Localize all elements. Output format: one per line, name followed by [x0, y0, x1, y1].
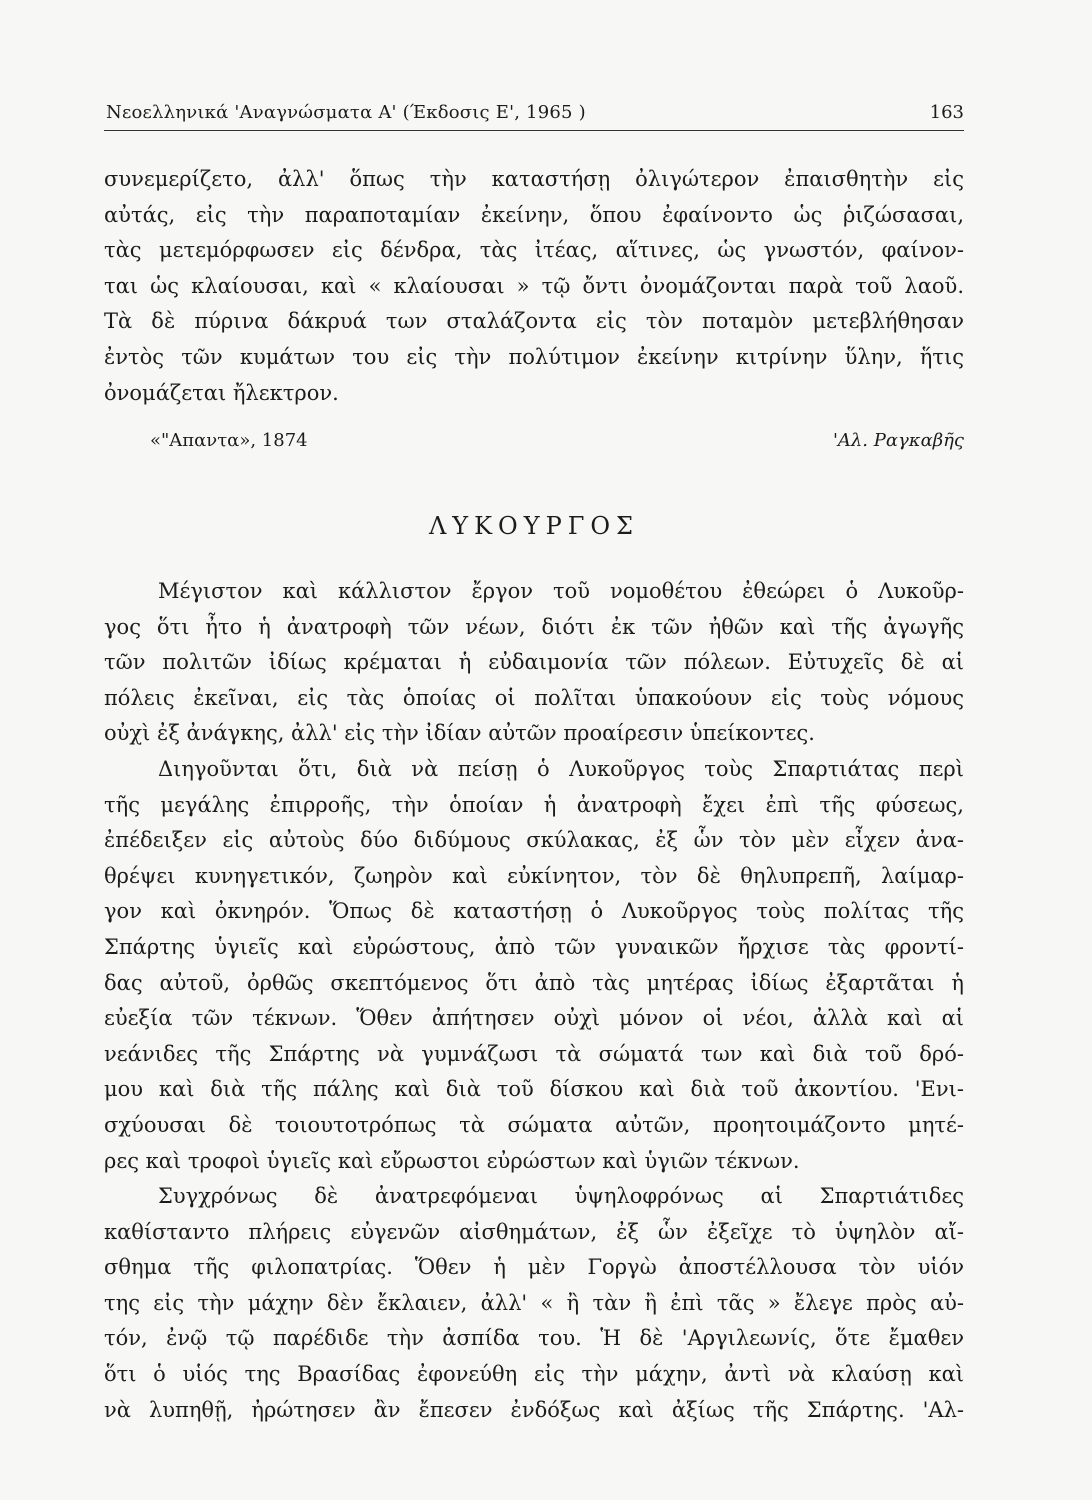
text-line: σχύουσαι δὲ τοιουτοτρόπως τὰ σώματα αὐτῶν, προητοιμάζοντο μητέ- — [104, 1112, 964, 1137]
text-line: ρες καὶ τροφοὶ ὑγιεῖς καὶ εὔρωστοι εὐρώστων καὶ ὑγιῶν τέκνων. — [104, 1148, 800, 1173]
text-line: Διηγοῦνται ὅτι, διὰ νὰ πείσῃ ὁ Λυκοῦργος τοὺς Σπαρτιάτας περὶ — [158, 756, 964, 781]
text-line: καθίσταντο πλήρεις εὐγενῶν αἰσθημάτων, ἐξ ὧν ἐξεῖχε τὸ ὑψηλὸν αἴ- — [104, 1219, 964, 1244]
text-line: τὰς μετεμόρφωσεν εἰς δένδρα, τὰς ἰτέας, αἵτινες, ὡς γνωστόν, φαίνον- — [104, 238, 964, 263]
text-line: μου καὶ διὰ τῆς πάλης καὶ διὰ τοῦ δίσκου καὶ διὰ τοῦ ἀκοντίου. 'Ενι- — [104, 1077, 964, 1102]
text-line: ὅτι ὁ υἱός της Βρασίδας ἐφονεύθη εἰς τὴν μάχην, ἀντὶ νὰ κλαύσῃ καὶ — [104, 1362, 964, 1387]
text-line: ἐπέδειξεν εἰς αὐτοὺς δύο διδύμους σκύλακας, ἐξ ὧν τὸν μὲν εἶχεν ἀνα- — [104, 828, 964, 853]
text-line: Σπάρτης ὑγιεῖς καὶ εὐρώστους, ἀπὸ τῶν γυναικῶν ἤρχισε τὰς φροντί- — [104, 934, 964, 959]
text-line: σθημα τῆς φιλοπατρίας. Ὅθεν ἡ μὲν Γοργὼ ἀποστέλλουσα τὸν υἱόν — [104, 1255, 964, 1280]
text-line: συνεμερίζετο, ἀλλ' ὅπως τὴν καταστήσῃ ὀλιγώτερον ἐπαισθητὴν εἰς — [104, 167, 964, 191]
text-line: θρέψει κυνηγετικόν, ζωηρὸν καὶ εὐκίνητον, τὸν δὲ θηλυπρεπῆ, λαίμαρ- — [104, 863, 964, 888]
text-line: τῶν πολιτῶν ἰδίως κρέμαται ἡ εὐδαιμονία τῶν πόλεων. Εὐτυχεῖς δὲ αἱ — [104, 650, 964, 675]
text-line: εὐεξία τῶν τέκνων. Ὅθεν ἀπήτησεν οὐχὶ μόνον οἱ νέοι, ἀλλὰ καὶ αἱ — [104, 1006, 964, 1031]
text-line: γος ὅτι ἦτο ἡ ἀνατροφὴ τῶν νέων, διότι ἐκ τῶν ἠθῶν καὶ τῆς ἀγωγῆς — [104, 614, 964, 639]
source-note: «"Απαντα», 1874 — [150, 430, 308, 451]
text-line: τόν, ἐνῷ τῷ παρέδιδε τὴν ἀσπίδα του. Ἡ δὲ 'Αργιλεωνίς, ὅτε ἔμαθεν — [104, 1326, 964, 1351]
page-header — [104, 96, 964, 131]
running-head: Νεοελληνικά 'Αναγνώσματα Α' (Έκδοσις Ε', 1965 ) — [106, 102, 586, 123]
text-line: ἐντὸς τῶν κυμάτων του εἰς τὴν πολύτιμον ἐκείνην κιτρίνην ὕλην, ἥτις — [104, 344, 964, 369]
text-line: ὀνομάζεται ἤλεκτρον. — [104, 380, 339, 405]
attribution — [104, 430, 964, 460]
text-line: της εἰς τὴν μάχην δὲν ἔκλαιεν, ἀλλ' « ἢ τὰν ἢ ἐπὶ τᾶς » ἔλεγε πρὸς αὐ- — [104, 1290, 964, 1315]
text-line: Τὰ δὲ πύρινα δάκρυά των σταλάζοντα εἰς τὸν ποταμὸν μετεβλήθησαν — [104, 309, 964, 334]
passage-lykourgos — [104, 574, 964, 1428]
section-title: ΛΥΚΟΥΡΓΟΣ — [428, 512, 640, 540]
text-line: πόλεις ἐκεῖναι, εἰς τὰς ὁποίας οἱ πολῖται ὑπακούουν εἰς τοὺς νόμους — [104, 685, 964, 710]
text-line: αὐτάς, εἰς τὴν παραποταμίαν ἐκείνην, ὅπου ἐφαίνοντο ὡς ῥιζώσασαι, — [104, 202, 964, 227]
page-number: 163 — [929, 102, 964, 123]
text-line: Συγχρόνως δὲ ἀνατρεφόμεναι ὑψηλοφρόνως αἱ Σπαρτιάτιδες — [158, 1184, 964, 1209]
text-line: νὰ λυπηθῇ, ἠρώτησεν ἂν ἔπεσεν ἐνδόξως καὶ ἀξίως τῆς Σπάρτης. 'Αλ- — [104, 1397, 964, 1422]
passage-ragkavis — [104, 162, 964, 411]
text-line: γον καὶ ὀκνηρόν. Ὅπως δὲ καταστήσῃ ὁ Λυκοῦργος τοὺς πολίτας τῆς — [104, 899, 964, 924]
text-line: Μέγιστον καὶ κάλλιστον ἔργον τοῦ νομοθέτου ἐθεώρει ὁ Λυκοῦρ- — [158, 579, 964, 603]
text-line: δας αὐτοῦ, ὀρθῶς σκεπτόμενος ὅτι ἀπὸ τὰς μητέρας ἰδίως ἐξαρτᾶται ἡ — [104, 970, 964, 995]
text-line: ται ὡς κλαίουσαι, καὶ « κλαίουσαι » τῷ ὄντι ὀνομάζονται παρὰ τοῦ λαοῦ. — [104, 273, 964, 298]
author-name: 'Αλ. Ραγκαβῆς — [832, 430, 964, 451]
text-line: τῆς μεγάλης ἐπιρροῆς, τὴν ὁποίαν ἡ ἀνατροφὴ ἔχει ἐπὶ τῆς φύσεως, — [104, 792, 964, 817]
text-line: νεάνιδες τῆς Σπάρτης νὰ γυμνάζωσι τὰ σώματά των καὶ διὰ τοῦ δρό- — [104, 1041, 964, 1066]
text-line: οὐχὶ ἐξ ἀνάγκης, ἀλλ' εἰς τὴν ἰδίαν αὐτῶν προαίρεσιν ὑπείκοντες. — [104, 721, 815, 746]
